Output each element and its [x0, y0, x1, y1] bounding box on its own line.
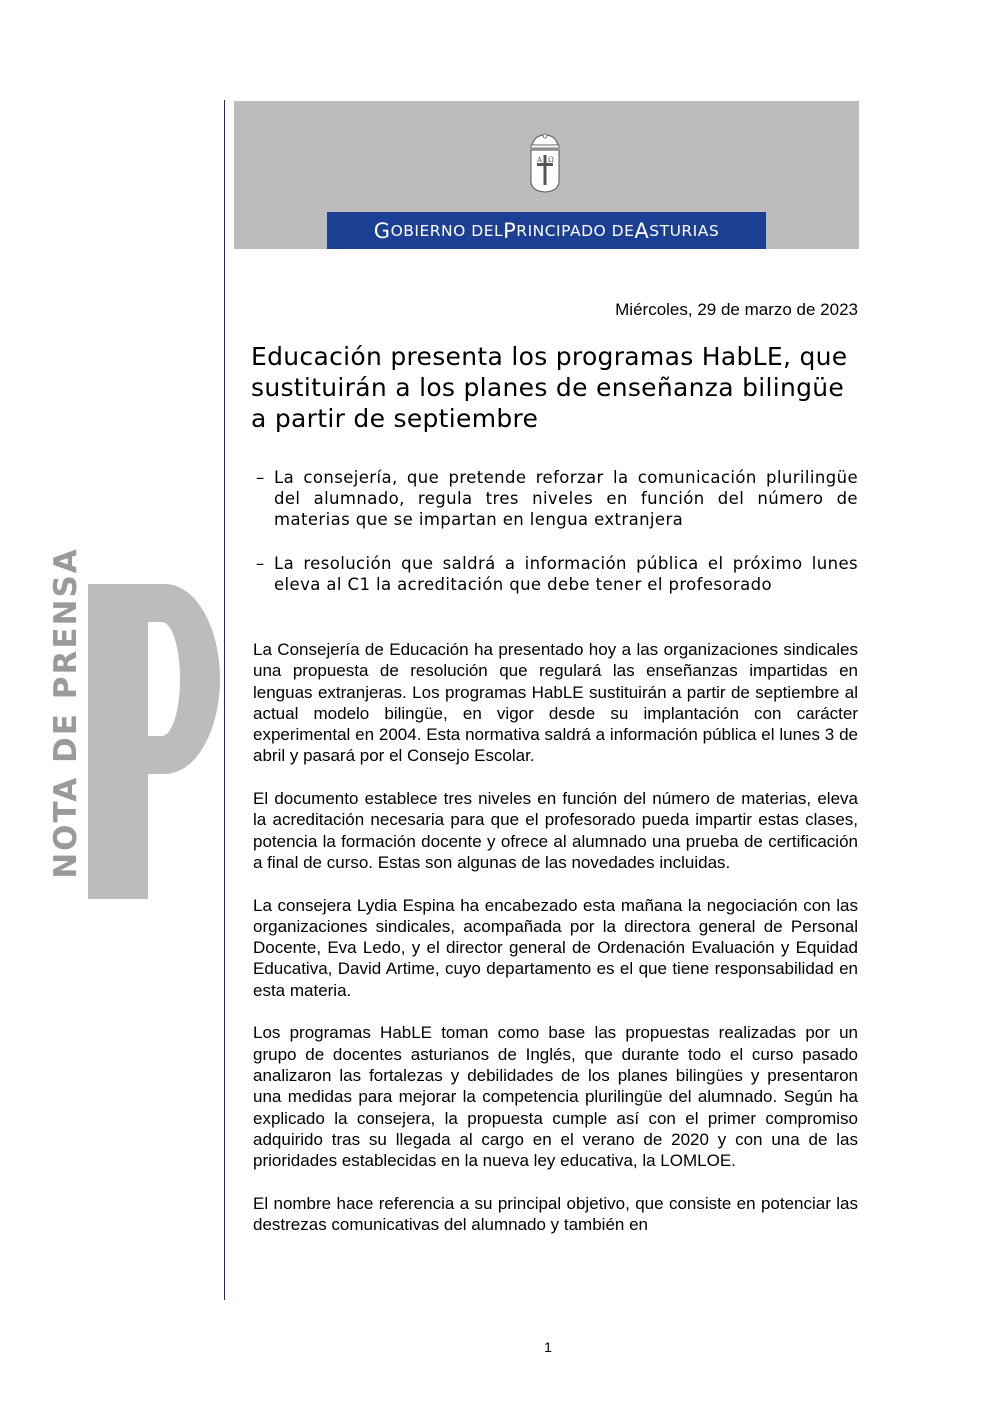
bullet-text: La consejería, que pretende reforzar la comunicación plurilingüe del alumnado, regula tres niveles en función del número de materias que se impartan en lengua extranjera	[274, 468, 858, 529]
body-paragraph: Los programas HabLE toman como base las propuestas realizadas por un grupo de docentes asturianos de Inglés, que durante todo el curso pasado analizaron las fortalezas y debilidades de los planes bilingües y presentaron una medidas para mejorar la competencia plurilingüe del alumnado. Según ha explicado la consejera, la propuesta cumple así con el primer compromiso adquirido tras su llegada al cargo en el verano de 2020 y con una de las prioridades establecidas en la nueva ley educativa, la LOMLOE.	[253, 1023, 858, 1171]
svg-text:A: A	[537, 156, 543, 164]
press-note-p-graphic	[80, 584, 225, 899]
body-paragraph: La consejera Lydia Espina ha encabezado esta mañana la negociación con las organizaciones sindicales, acompañada por la directora general de Personal Docente, Eva Ledo, y el director general de Ordenación Evaluación y Equidad Educativa, David Artime, cuyo departamento es el que tiene responsabilidad en esta materia.	[253, 895, 858, 1000]
press-note-label: NOTA DE PRENSA	[48, 547, 84, 879]
publication-date: Miércoles, 29 de marzo de 2023	[615, 300, 858, 319]
summary-bullet	[256, 553, 858, 595]
gov-name-part: STURIAS	[649, 221, 720, 240]
svg-text:Ω: Ω	[548, 156, 554, 164]
summary-bullets	[256, 467, 858, 618]
dash-icon: –	[256, 554, 265, 573]
body-paragraph: El documento establece tres niveles en función del número de materias, eleva la acreditación necesaria para que el profesorado pueda impartir estas clases, potencia la formación docente y ofrece al alumnado una prueba de certificación a final de curso. Estas son algunas de las novedades incluidas.	[253, 789, 858, 872]
bullet-text: La resolución que saldrá a información pública el próximo lunes eleva al C1 la acreditación que debe tener el profesorado	[274, 554, 858, 594]
gov-name-part: OBIERNO DEL	[390, 221, 504, 240]
government-name-bar	[327, 212, 766, 249]
coat-of-arms-icon	[528, 133, 562, 193]
dash-icon: –	[256, 468, 265, 487]
summary-bullet	[256, 467, 858, 530]
gov-name-part: P	[503, 218, 517, 243]
page-number: 1	[544, 1339, 552, 1355]
headline: Educación presenta los programas HabLE, que sustituirán a los planes de enseñanza bilingüe a partir de septiembre	[251, 342, 848, 433]
body-paragraph: La Consejería de Educación ha presentado hoy a las organizaciones sindicales una propuesta de resolución que regulará las enseñanzas impartidas en lenguas extranjeras. Los programas HabLE sustituirán a partir de septiembre al actual modelo bilingüe, en vigor desde su implantación con carácter experimental en 2004. Esta normativa saldrá a información pública el lunes 3 de abril y pasará por el Consejo Escolar.	[253, 640, 858, 766]
article-body	[253, 639, 858, 1257]
gov-name-part: G	[373, 218, 391, 243]
gov-name-part: RINCIPADO DE	[516, 221, 635, 240]
gov-name-part: A	[634, 218, 650, 243]
body-paragraph: El nombre hace referencia a su principal objetivo, que consiste en potenciar las destrezas comunicativas del alumnado y también en	[253, 1193, 858, 1235]
header-band	[234, 101, 859, 249]
